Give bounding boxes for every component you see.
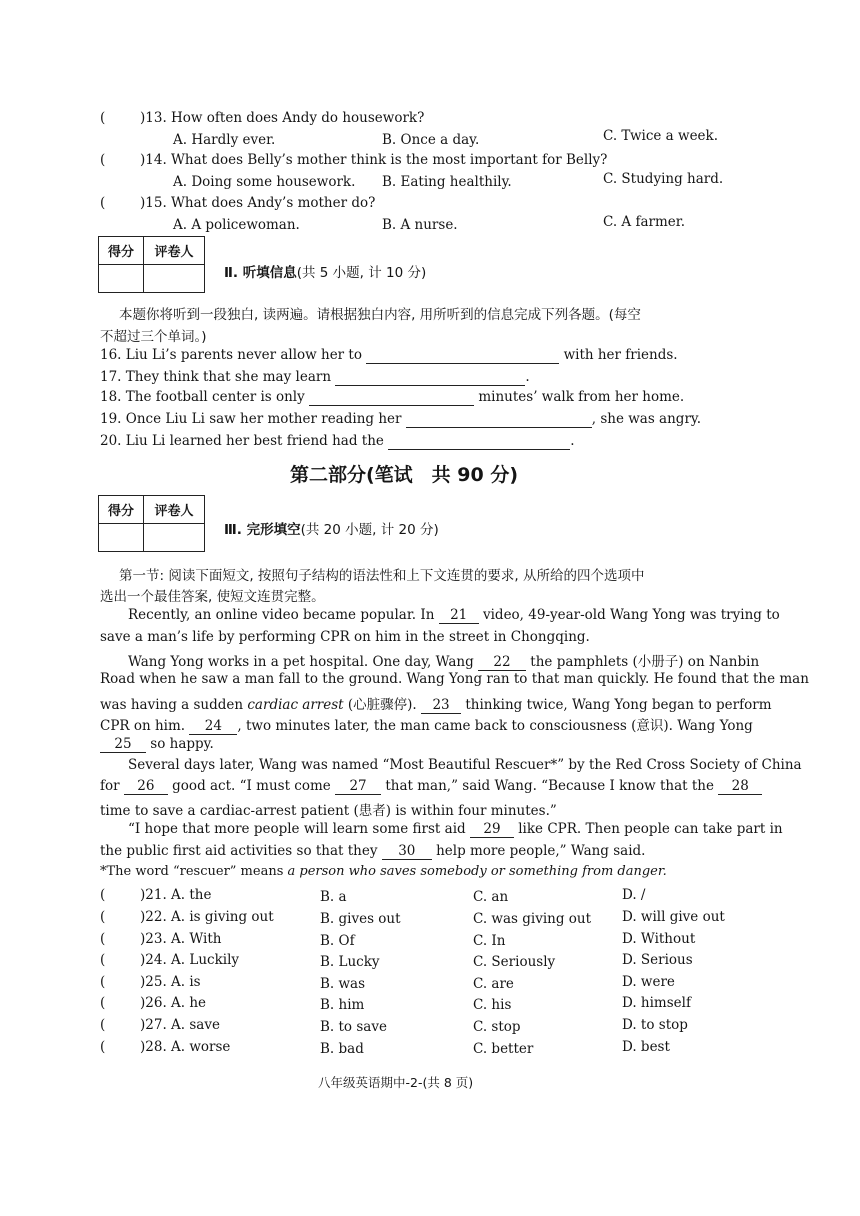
fill-item-18 xyxy=(100,389,684,406)
item-text: . xyxy=(570,433,575,449)
passage-line: save a man’s life by performing CPR on him in the street in Chongqing. xyxy=(100,629,590,645)
option-c: C. In xyxy=(473,933,506,949)
option-a: )25. A. is xyxy=(140,974,201,990)
fill-item-16 xyxy=(100,347,678,364)
option-b: B. him xyxy=(320,997,365,1013)
footnote xyxy=(100,864,667,879)
blank-26: 26 xyxy=(124,778,168,795)
option-a: )26. A. he xyxy=(140,995,207,1011)
option-d: D. will give out xyxy=(622,909,725,925)
option-b: B. Once a day. xyxy=(382,132,480,148)
blank-23: 23 xyxy=(421,697,461,714)
passage-line xyxy=(128,607,780,624)
passage-line xyxy=(128,650,759,671)
section-3-count: (共 20 小题, 计 20 分) xyxy=(300,522,439,538)
option-a: A. Doing some housework. xyxy=(173,174,356,190)
option-b: B. Of xyxy=(320,933,355,949)
option-c: C. an xyxy=(473,889,509,905)
option-b: B. Eating healthily. xyxy=(382,174,512,190)
score-label: 得分 xyxy=(99,237,144,265)
answer-blank[interactable] xyxy=(406,411,592,428)
score-box xyxy=(98,495,205,552)
passage-line xyxy=(100,843,645,860)
item-text: 16. Liu Li’s parents never allow her to xyxy=(100,347,367,363)
passage-text: (心脏骤停). xyxy=(343,697,422,713)
score-label: 得分 xyxy=(99,496,144,524)
answer-blank[interactable] xyxy=(309,389,474,406)
option-c: C. better xyxy=(473,1041,534,1057)
grader-cell[interactable] xyxy=(144,524,205,552)
option-b: B. a xyxy=(320,889,347,905)
option-a: A. Hardly ever. xyxy=(173,132,276,148)
blank-21: 21 xyxy=(439,607,479,624)
passage-line xyxy=(128,821,783,838)
footnote-text: *The word “rescuer” means xyxy=(100,864,288,879)
answer-paren: ( xyxy=(100,974,106,990)
section-2-heading xyxy=(224,261,426,281)
answer-paren: ( xyxy=(100,931,106,947)
passage-text: like CPR. Then people can take part in xyxy=(513,821,783,837)
section-3-instructions-line1: 第一节: 阅读下面短文, 按照句子结构的语法性和上下文连贯的要求, 从所给的四个选项中 xyxy=(119,568,645,584)
option-a: )21. A. the xyxy=(140,887,212,903)
item-text: minutes’ walk from her home. xyxy=(474,389,685,405)
passage-text: “I hope that more people will learn some first aid xyxy=(128,821,470,837)
option-a: )23. A. With xyxy=(140,931,222,947)
section-2-instructions-line1: 本题你将听到一段独白, 读两遍。请根据独白内容, 用所听到的信息完成下列各题。(每空 xyxy=(119,307,641,323)
passage-line: time to save a cardiac-arrest patient (患者) is within four minutes.” xyxy=(100,803,557,819)
option-b: B. Lucky xyxy=(320,954,380,970)
option-b: B. to save xyxy=(320,1019,387,1035)
section-2-title: Ⅱ. 听填信息 xyxy=(224,265,297,281)
blank-28: 28 xyxy=(718,778,762,795)
answer-paren: ( xyxy=(100,887,106,903)
option-d: D. were xyxy=(622,974,675,990)
option-d: D. best xyxy=(622,1039,670,1055)
option-a: A. A policewoman. xyxy=(173,217,300,233)
answer-blank[interactable] xyxy=(366,347,559,364)
option-c: C. Seriously xyxy=(473,954,556,970)
option-b: B. bad xyxy=(320,1041,364,1057)
question-text: )15. What does Andy’s mother do? xyxy=(140,195,376,211)
passage-text: Recently, an online video became popular. In xyxy=(128,607,439,623)
footnote-italic: a person who saves somebody or something from danger. xyxy=(287,864,667,879)
section-2-count: (共 5 小题, 计 10 分) xyxy=(296,265,427,281)
answer-paren: ( xyxy=(100,152,106,168)
passage-text: so happy. xyxy=(146,736,214,752)
question-text: )13. How often does Andy do housework? xyxy=(140,110,425,126)
passage-text: Wang Yong works in a pet hospital. One day, Wang xyxy=(128,654,479,670)
item-text: , she was angry. xyxy=(591,411,702,427)
passage-line xyxy=(100,736,214,753)
page-footer: 八年级英语期中-2-(共 8 页) xyxy=(318,1075,474,1090)
answer-paren: ( xyxy=(100,1039,106,1055)
score-box xyxy=(98,236,205,293)
option-b: B. A nurse. xyxy=(382,217,458,233)
grader-label: 评卷人 xyxy=(144,496,205,524)
passage-line xyxy=(100,778,762,795)
passage-text: the public first aid activities so that they xyxy=(100,843,382,859)
passage-line xyxy=(100,693,772,714)
passage-text: was having a sudden xyxy=(100,697,248,713)
fill-item-19 xyxy=(100,411,701,428)
blank-22: 22 xyxy=(478,654,526,671)
answer-paren: ( xyxy=(100,110,106,126)
option-d: D. himself xyxy=(622,995,691,1011)
passage-line: Several days later, Wang was named “Most Beautiful Rescuer*” by the Red Cross Society of China xyxy=(128,757,802,773)
blank-30: 30 xyxy=(382,843,432,860)
passage-text: the pamphlets (小册子) on Nanbin xyxy=(526,654,760,670)
option-d: D. to stop xyxy=(622,1017,688,1033)
option-c: C. are xyxy=(473,976,514,992)
passage-text: for xyxy=(100,778,124,794)
grader-label: 评卷人 xyxy=(144,237,205,265)
passage-line xyxy=(100,714,753,735)
option-c: C. his xyxy=(473,997,512,1013)
section-2-instructions-line2: 不超过三个单词。) xyxy=(100,329,207,345)
passage-text: good act. “I must come xyxy=(167,778,336,794)
option-a: )28. A. worse xyxy=(140,1039,231,1055)
option-c: C. stop xyxy=(473,1019,521,1035)
option-a: )22. A. is giving out xyxy=(140,909,274,925)
passage-text: , two minutes later, the man came back to consciousness (意识). Wang Yong xyxy=(237,718,753,734)
section-3-heading xyxy=(224,518,439,538)
passage-text: CPR on him. xyxy=(100,718,190,734)
option-b: B. gives out xyxy=(320,911,401,927)
option-b: B. was xyxy=(320,976,366,992)
item-text: 17. They think that she may learn xyxy=(100,369,336,385)
item-text: . xyxy=(525,369,530,385)
fill-item-20 xyxy=(100,433,575,450)
grader-cell[interactable] xyxy=(144,265,205,293)
passage-italic: cardiac arrest xyxy=(247,697,344,713)
part-2-title: 第二部分(笔试 共 90 分) xyxy=(290,464,519,486)
item-text: 18. The football center is only xyxy=(100,389,310,405)
fill-item-17 xyxy=(100,369,530,386)
answer-paren: ( xyxy=(100,995,106,1011)
option-a: )24. A. Luckily xyxy=(140,952,240,968)
answer-paren: ( xyxy=(100,1017,106,1033)
answer-blank[interactable] xyxy=(388,433,570,450)
option-d: D. / xyxy=(622,887,646,903)
section-3-title: Ⅲ. 完形填空 xyxy=(224,522,301,538)
blank-29: 29 xyxy=(470,821,514,838)
answer-paren: ( xyxy=(100,952,106,968)
option-a: )27. A. save xyxy=(140,1017,220,1033)
passage-text: help more people,” Wang said. xyxy=(431,843,646,859)
question-text: )14. What does Belly’s mother think is the most important for Belly? xyxy=(140,152,608,168)
passage-text: that man,” said Wang. “Because I know that the xyxy=(381,778,719,794)
option-c: C. Studying hard. xyxy=(603,171,724,187)
passage-line: Road when he saw a man fall to the ground. Wang Yong ran to that man quickly. He found that the man xyxy=(100,671,809,687)
passage-text: thinking twice, Wang Yong began to perform xyxy=(461,697,772,713)
option-c: C. Twice a week. xyxy=(603,128,719,144)
option-d: D. Serious xyxy=(622,952,693,968)
option-c: C. A farmer. xyxy=(603,214,686,230)
blank-24: 24 xyxy=(189,718,237,735)
item-text: 19. Once Liu Li saw her mother reading her xyxy=(100,411,406,427)
item-text: with her friends. xyxy=(559,347,678,363)
section-3-instructions-line2: 选出一个最佳答案, 使短文连贯完整。 xyxy=(100,589,325,605)
option-d: D. Without xyxy=(622,931,696,947)
answer-paren: ( xyxy=(100,909,106,925)
item-text: 20. Liu Li learned her best friend had the xyxy=(100,433,389,449)
answer-blank[interactable] xyxy=(335,369,525,386)
blank-27: 27 xyxy=(335,778,381,795)
blank-25: 25 xyxy=(100,736,146,753)
option-c: C. was giving out xyxy=(473,911,592,927)
answer-paren: ( xyxy=(100,195,106,211)
score-cell[interactable] xyxy=(99,265,144,293)
passage-text: video, 49-year-old Wang Yong was trying to xyxy=(478,607,780,623)
score-cell[interactable] xyxy=(99,524,144,552)
